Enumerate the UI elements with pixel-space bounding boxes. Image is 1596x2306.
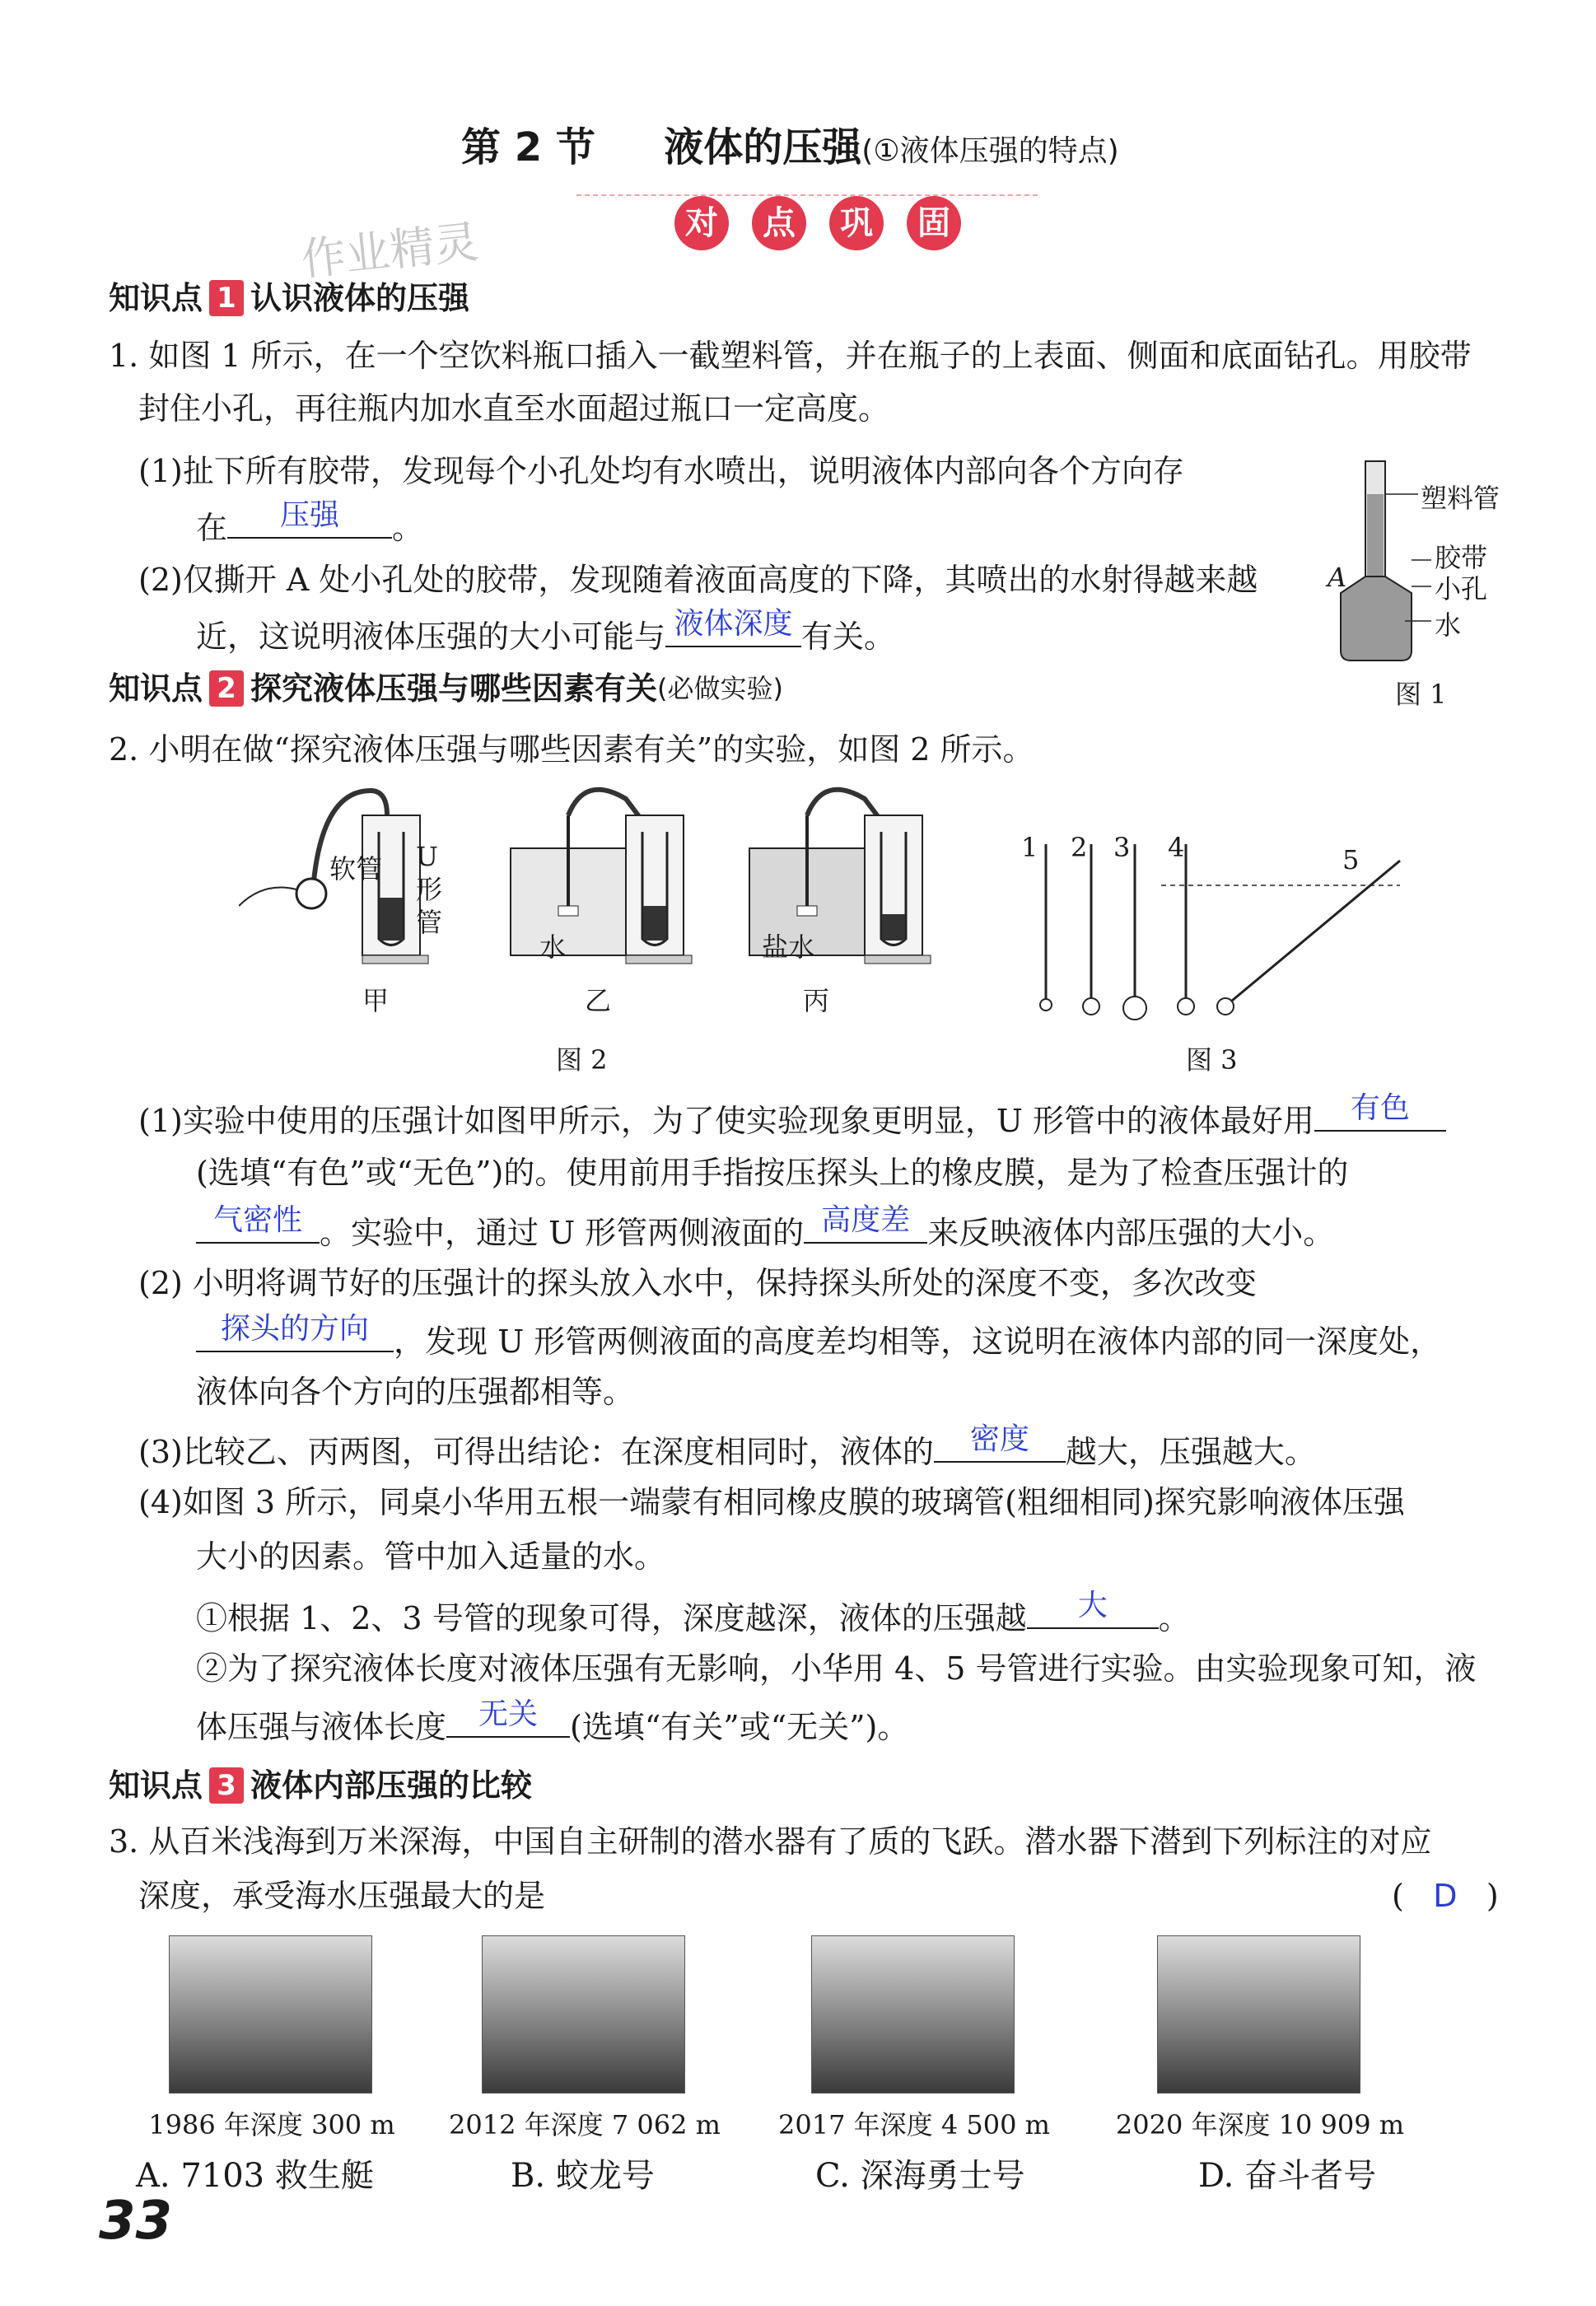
q2-part3: (3)比较乙、丙两图，可得出结论：在深度相同时，液体的 密度 越大，压强越大。 (138, 1422, 1316, 1470)
q1-stem: 封住小孔，再往瓶内加水直至水面超过瓶口一定高度。 (138, 390, 890, 427)
fig2-label-jia: 甲 (362, 985, 390, 1016)
answer-text: 有色 (1350, 1091, 1410, 1125)
option-b: B. 蛟龙号 (511, 2157, 655, 2195)
fig1-label-hole: 小孔 (1435, 573, 1488, 605)
q2-part2-line2: 探头的方向 ，发现 U 形管两侧液面的高度差均相等，这说明在液体内部的同一深度处， (196, 1311, 1441, 1368)
photo-caption: 1986 年深度 300 m (148, 2109, 395, 2140)
figure-2-apparatus (239, 782, 1005, 1005)
fig1-label-tape: 胶带 (1435, 542, 1488, 573)
section-banner (663, 196, 973, 250)
answer-text: 密度 (969, 1422, 1029, 1456)
q3-stem: 深度，承受海水压强最大的是 (138, 1878, 546, 1914)
knowledge-point-3: 知识点 3 液体内部压强的比较 (109, 1767, 533, 1804)
option-c: C. 深海勇士号 (815, 2157, 1025, 2195)
watermark: 作业精灵 (298, 215, 482, 287)
q1-stem: 1. 如图 1 所示，在一个空饮料瓶口插入一截塑料管，并在瓶子的上表面、侧面和底面钻孔。用胶带 (109, 338, 1472, 374)
q2-stem: 2. 小明在做“探究液体压强与哪些因素有关”的实验，如图 2 所示。 (109, 731, 1034, 768)
section-subtitle: (①液体压强的特点) (861, 134, 1119, 168)
knowledge-point-2: 知识点 2 探究液体压强与哪些因素有关 (必做实验) (109, 670, 784, 707)
fig3-tube-label: 4 (1168, 832, 1185, 863)
fig2-caption: 图 2 (556, 1044, 608, 1076)
fig2-label-saltwater: 盐水 (762, 931, 815, 963)
fig1-label-pipe: 塑料管 (1421, 483, 1500, 514)
figure-3-tubes (1013, 844, 1425, 1025)
answer-blank (196, 1202, 320, 1244)
q2-part4-sub2-line2: 体压强与液体长度 无关 (选填“有关”或“无关”)。 (196, 1697, 909, 1745)
answer-text: 气密性 (212, 1203, 302, 1237)
fig3-tube-label: 1 (1021, 832, 1038, 863)
answer-blank (804, 1202, 927, 1244)
answer-text: 高度差 (821, 1203, 911, 1237)
answer-blank (446, 1697, 570, 1738)
q2-part4: (4)如图 3 所示，同桌小华用五根一端蒙有相同橡皮膜的玻璃管(粗细相同)探究影响液体压强 (138, 1484, 1405, 1520)
answer-blank (1027, 1588, 1159, 1629)
fig3-tube-label: 5 (1342, 844, 1360, 875)
fig1-label-water: 水 (1435, 609, 1462, 641)
section-title: 液体的压强 (664, 124, 862, 170)
q1-part2-line2: 近，这说明液体压强的大小可能与 液体深度 有关。 (196, 607, 896, 655)
page-title (461, 115, 1119, 172)
q2-part2: (2) 小明将调节好的压强计的探头放入水中，保持探头所处的深度不变，多次改变 (138, 1265, 1257, 1301)
photo-caption: 2017 年深度 4 500 m (778, 2109, 1050, 2140)
photo-caption: 2012 年深度 7 062 m (449, 2109, 721, 2140)
banner-char: 对 (674, 196, 729, 250)
answer-blank (196, 1311, 394, 1352)
q2-part1-line3: 气密性 。实验中，通过 U 形管两侧液面的 高度差 来反映液体内部压强的大小。 (196, 1202, 1334, 1259)
q2-part4-sub2: ②为了探究液体长度对液体压强有无影响，小华用 4、5 号管进行实验。由实验现象可知，液 (196, 1650, 1477, 1687)
q3-stem: 3. 从百米浅海到万米深海，中国自主研制的潜水器有了质的飞跃。潜水器下潜到下列标注的对应 (109, 1823, 1432, 1860)
photo-caption: 2020 年深度 10 909 m (1115, 2109, 1405, 2140)
fig2-label-u-tube: U形管 (416, 841, 443, 938)
photo-rescue-boat (169, 1935, 372, 2094)
fig2-label-bing: 丙 (803, 985, 830, 1016)
answer-text: 无关 (478, 1697, 539, 1731)
fig1-caption: 图 1 (1395, 679, 1447, 710)
q3-answer-bracket: ( D ) (1392, 1870, 1499, 1922)
answer-blank (1314, 1090, 1446, 1132)
answer-blank (934, 1421, 1066, 1463)
q1-part1-line2: 在 压强 。 (196, 498, 424, 546)
banner-char: 固 (907, 196, 961, 250)
fig3-tube-label: 3 (1113, 832, 1131, 863)
option-a: A. 7103 救生艇 (136, 2157, 374, 2195)
fig3-tube-label: 2 (1071, 832, 1088, 863)
photo-jiaolong (482, 1935, 685, 2094)
fig2-label-yi: 乙 (585, 985, 612, 1016)
answer-text: 探头的方向 (220, 1312, 369, 1346)
page-number: 33 (99, 2191, 173, 2252)
fig2-label-water: 水 (539, 931, 567, 963)
section-number: 第 2 节 (461, 124, 595, 170)
q2-part4-sub1: ①根据 1、2、3 号管的现象可得，深度越深，液体的压强越 大 。 (196, 1589, 1190, 1636)
answer-text: 大 (1077, 1589, 1108, 1622)
banner-char: 巩 (829, 196, 884, 250)
q2-part1: (1)实验中使用的压强计如图甲所示，为了使实验现象更明显，U 形管中的液体最好用 有色 (138, 1090, 1446, 1147)
answer-text: 压强 (280, 498, 340, 532)
fig3-caption: 图 3 (1186, 1044, 1238, 1076)
q2-part1-line2: (选填“有色”或“无色”)的。使用前用手指按压探头上的橡皮膜，是为了检查压强计的 (196, 1155, 1349, 1191)
answer-text: 液体深度 (674, 607, 793, 641)
q1-part2: (2)仅撕开 A 处小孔处的胶带，发现随着液面高度的下降，其喷出的水射得越来越 (138, 562, 1258, 598)
answer-blank (665, 606, 801, 647)
option-d: D. 奋斗者号 (1198, 2157, 1377, 2195)
q3-answer: D (1433, 1878, 1458, 1914)
answer-blank (227, 497, 392, 539)
q2-part2-line3: 液体向各个方向的压强都相等。 (196, 1374, 635, 1410)
fig2-label-hose: 软管 (329, 853, 383, 885)
photo-shenhai-yongshi (811, 1935, 1015, 2094)
knowledge-point-1: 知识点 1 认识液体的压强 (109, 280, 470, 316)
photo-fendouzhe (1157, 1935, 1360, 2094)
q1-part1: (1)扯下所有胶带，发现每个小孔处均有水喷出，说明液体内部向各个方向存 (138, 453, 1184, 489)
q2-part4-line2: 大小的因素。管中加入适量的水。 (196, 1538, 666, 1575)
fig1-label-a: A (1328, 562, 1347, 593)
banner-char: 点 (752, 196, 806, 250)
